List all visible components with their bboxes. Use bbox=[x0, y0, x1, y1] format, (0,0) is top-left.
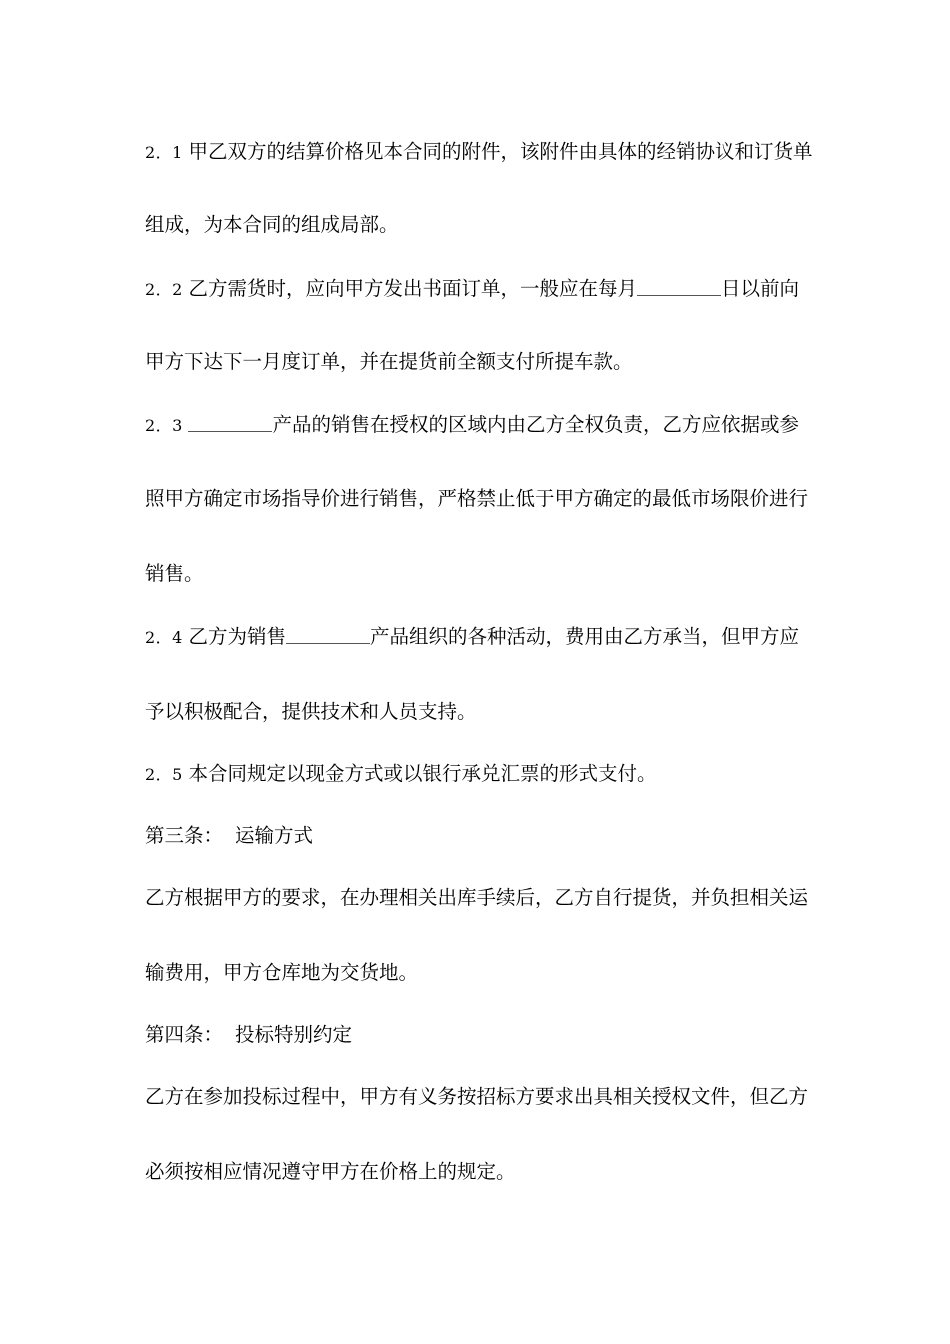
clause-text: 乙方需货时，应向甲方发出书面订单，一般应在每月 bbox=[188, 277, 637, 300]
clause-2-4-line-1 bbox=[145, 625, 810, 649]
article-3-line-2 bbox=[145, 961, 810, 985]
article-label: 第四条： bbox=[145, 1023, 224, 1046]
article-4-line-1 bbox=[145, 1085, 810, 1109]
clause-text: 本合同规定以现金方式或以银行承兑汇票的形式支付。 bbox=[188, 762, 657, 785]
clause-2-1-line-1 bbox=[145, 140, 813, 164]
article-title: 运输方式 bbox=[235, 824, 314, 847]
clause-2-2-line-2 bbox=[145, 350, 810, 374]
clause-2-4-line-2 bbox=[145, 700, 810, 724]
clause-2-3-line-2 bbox=[145, 487, 810, 511]
clause-number: 2．3 bbox=[145, 416, 189, 435]
clause-text: 照甲方确定市场指导价进行销售，严格禁止低于甲方确定的最低市场限价进行 bbox=[145, 487, 809, 510]
clause-number: 2．2 bbox=[145, 280, 189, 299]
fill-in-blank bbox=[286, 625, 370, 644]
clause-text: 日以前向 bbox=[720, 277, 799, 300]
clause-text: 乙方根据甲方的要求，在办理相关出库手续后，乙方自行提货，并负担相关运 bbox=[145, 886, 809, 909]
fill-in-blank bbox=[637, 277, 721, 296]
clause-2-5-line-1 bbox=[145, 762, 810, 786]
article-4-heading bbox=[145, 1023, 810, 1047]
clause-text: 销售。 bbox=[145, 562, 204, 585]
clause-text: 乙方在参加投标过程中，甲方有义务按招标方要求出具相关授权文件，但乙方 bbox=[145, 1085, 809, 1108]
article-3-heading bbox=[145, 824, 810, 848]
clause-text: 输费用，甲方仓库地为交货地。 bbox=[145, 961, 419, 984]
clause-text: 产品组织的各种活动，费用由乙方承当，但甲方应 bbox=[369, 625, 799, 648]
clause-text: 组成，为本合同的组成局部。 bbox=[145, 213, 399, 236]
clause-2-3-line-3 bbox=[145, 562, 810, 586]
clause-text: 甲乙双方的结算价格见本合同的附件，该附件由具体的经销协议和订货单 bbox=[188, 140, 813, 163]
fill-in-blank bbox=[188, 413, 272, 432]
article-label: 第三条： bbox=[145, 824, 224, 847]
clause-text: 必须按相应情况遵守甲方在价格上的规定。 bbox=[145, 1160, 516, 1183]
clause-text: 甲方下达下一月度订单，并在提货前全额支付所提车款。 bbox=[145, 350, 633, 373]
clause-text: 予以积极配合，提供技术和人员支持。 bbox=[145, 700, 477, 723]
clause-2-2-line-1 bbox=[145, 277, 810, 301]
clause-number: 2．5 bbox=[145, 765, 189, 784]
clause-number: 2．4 bbox=[145, 628, 189, 647]
clause-text: 乙方为销售 bbox=[188, 625, 286, 648]
article-4-line-2 bbox=[145, 1160, 810, 1184]
article-title: 投标特别约定 bbox=[235, 1023, 353, 1046]
clause-2-1-line-2 bbox=[145, 213, 810, 237]
clause-number: 2．1 bbox=[145, 143, 189, 162]
clause-text: 产品的销售在授权的区域内由乙方全权负责，乙方应依据或参 bbox=[272, 413, 799, 436]
clause-2-3-line-1 bbox=[145, 413, 810, 437]
article-3-line-1 bbox=[145, 886, 810, 910]
